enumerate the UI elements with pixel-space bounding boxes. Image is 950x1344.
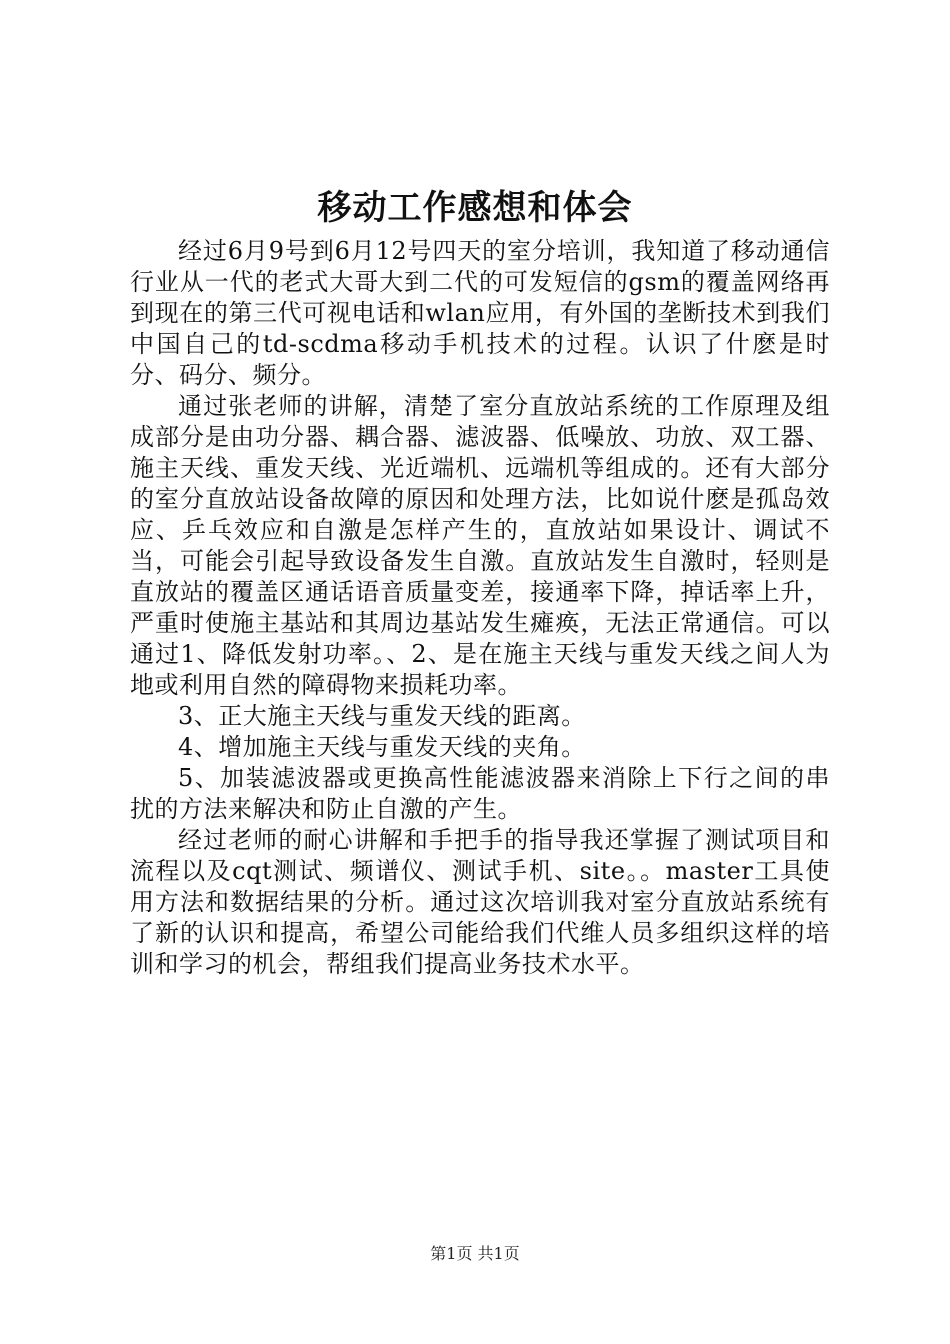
paragraph: 经过老师的耐心讲解和手把手的指导我还掌握了测试项目和流程以及cqt测试、频谱仪、测试手机、site。。master工具使用方法和数据结果的分析。通过这次培训我对室分直放站系统有了新的认识和提高，希望公司能给我们代维人员多组织这样的培训和学习的机会，帮组我们提高业务技术水平。 xyxy=(130,826,830,978)
paragraph: 4、增加施主天线与重发天线的夹角。 xyxy=(178,733,586,761)
document-body xyxy=(130,236,830,980)
paragraph: 3、正大施主天线与重发天线的距离。 xyxy=(178,702,586,730)
page-footer: 第1页 共1页 xyxy=(430,1244,520,1263)
paragraph: 通过张老师的讲解，清楚了室分直放站系统的工作原理及组成部分是由功分器、耦合器、滤波器、低噪放、功放、双工器、施主天线、重发天线、光近端机、远端机等组成的。还有大部分的室分直放站设备故障的原因和处理方法，比如说什麽是孤岛效应、乒乓效应和自激是怎样产生的，直放站如果设计、调试不当，可能会引起导致设备发生自激。直放站发生自激时，轻则是直放站的覆盖区通话语音质量变差，接通率下降，掉话率上升，严重时使施主基站和其周边基站发生瘫痪，无法正常通信。可以通过1、降低发射功率。、2、是在施主天线与重发天线之间人为地或利用自然的障碍物来损耗功率。 xyxy=(130,392,830,699)
document-title: 移动工作感想和体会 xyxy=(317,188,633,228)
paragraph: 经过6月9号到6月12号四天的室分培训，我知道了移动通信行业从一代的老式大哥大到二代的可发短信的gsm的覆盖网络再到现在的第三代可视电话和wlan应用，有外国的垄断技术到我们中国自己的td-scdma移动手机技术的过程。认识了什麽是时分、码分、频分。 xyxy=(130,237,830,389)
paragraph: 5、加装滤波器或更换高性能滤波器来消除上下行之间的串扰的方法来解决和防止自激的产生。 xyxy=(130,764,830,823)
